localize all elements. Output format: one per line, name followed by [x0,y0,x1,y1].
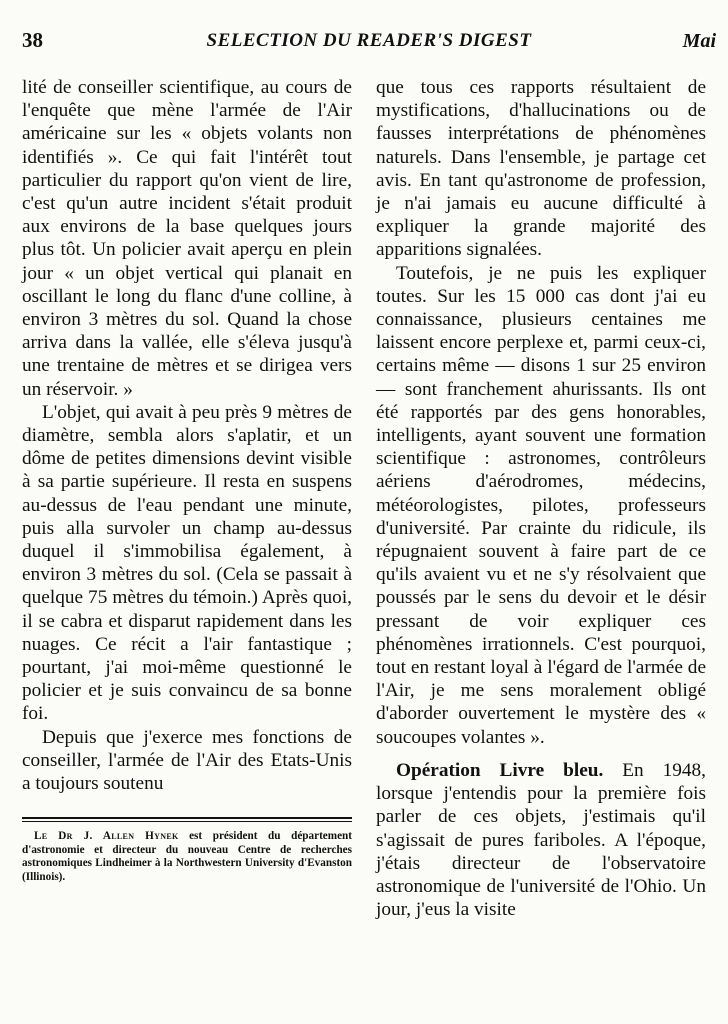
footnote-author: Le Dr J. Allen Hynek [34,830,179,843]
section-lead-in: Opération Livre bleu. [396,759,604,781]
page-number: 38 [22,28,43,52]
paragraph-object-description: L'objet, qui avait à peu près 9 mètres de diamètre, sembla alors s'aplatir, et un dôme de petites dimensions devint visible à sa partie supérieure. Il resta en suspens au-dessus de l'eau pendant une minute, puis alla survoler un champ au-dessus duquel il s'immobilisa également, à environ 3 mètres du sol. (Cela se passait à quelque 75 mètres du témoin.) Après quoi, il se cabra et disparut rapidement dans les nuages. Ce récit a l'air fantastique ; pourtant, j'ai moi-même questionné le policier et je suis convaincu de sa bonne foi. [22,401,352,725]
author-footnote [22,830,352,884]
footnote-divider [22,817,352,822]
paragraph-unexplained-cases: Toutefois, je ne puis les expliquer toutes. Sur les 15 000 cas dont j'ai eu connaissance, plusieurs centaines me laissent encore perplexe et, parmi ceux-ci, certains même — disons 1 sur 25 environ — sont franchement ahurissants. Ils ont été rapportés par des gens honorables, intelligents, ayant souvent une formation scientifique : astronomes, contrôleurs aériens d'aérodromes, médecins, météorologistes, pilotes, professeurs d'université. Par crainte du ridicule, ils répugnaient souvent à faire part de ce qu'ils avaient vu et ne s'y résolvaient que poussés par le sens du devoir et le désir pressant de voir expliquer ces phénomènes irrationnels. C'est pourquoi, tout en restant loyal à l'égard de l'armée de l'Air, je me sens moralement obligé d'aborder ouvertement le mystère des « soucoupes volantes ». [376,262,706,748]
running-header [22,28,716,62]
paragraph-air-force-position: Depuis que j'exerce mes fonctions de conseiller, l'armée de l'Air des Etats-Unis a toujours soutenu [22,726,352,795]
footnote-text: est président du département d'astronomie et directeur du nouveau Centre de recherches astronomiques Lindheimer à la Northwestern University d'Evanston (Illinois). [22,830,352,884]
paragraph-operation-blue-book [376,759,706,921]
paragraph-mystifications: que tous ces rapports résultaient de mystifications, d'hallucinations ou de fausses interprétations de phénomènes naturels. Dans l'ensemble, je partage cet avis. En tant qu'astronome de profession, je n'ai jamais eu aucune difficulté à expliquer la grande majorité des apparitions signalées. [376,77,706,261]
left-column [22,76,352,885]
running-title: SELECTION DU READER'S DIGEST [206,30,532,51]
right-column [376,76,706,921]
issue-month: Mai [682,30,716,52]
section-body: En 1948, lorsque j'entendis pour la première fois parler de ces objets, j'estimais qu'il s'agissait de pures fariboles. A l'époque, j'étais directeur de l'observatoire astronomique de l'université de l'Ohio. Un jour, j'eus la visite [376,759,706,921]
paragraph-continued: lité de conseiller scientifique, au cours de l'enquête que mène l'armée de l'Air américaine sur les « objets volants non identifiés ». Ce qui fait l'intérêt tout particulier du rapport qu'on vient de lire, c'est qu'un autre incident s'était produit aux environs de la base quelques jours plus tôt. Un policier avait aperçu en plein jour « un objet vertical qui planait en oscillant le long du flanc d'une colline, à environ 3 mètres du sol. Quand la chose arriva dans la vallée, elle s'éleva jusqu'à une trentaine de mètres et se dirigea vers un réservoir. » [22,77,352,400]
